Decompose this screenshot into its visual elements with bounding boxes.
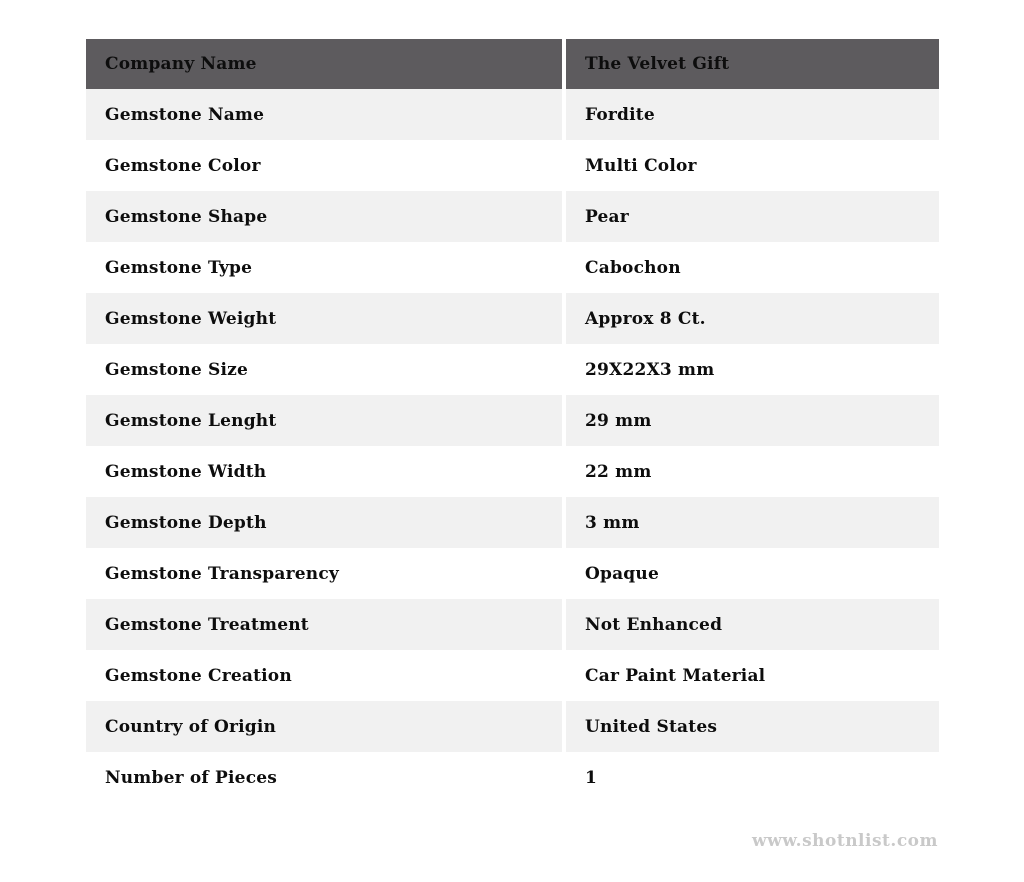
table-row (86, 701, 939, 752)
table-row (86, 497, 939, 548)
row-label: Gemstone Creation (86, 650, 562, 701)
table-row (86, 293, 939, 344)
row-value: 29X22X3 mm (566, 344, 939, 395)
row-label: Gemstone Transparency (86, 548, 562, 599)
row-value: 1 (566, 752, 939, 803)
table-row (86, 242, 939, 293)
row-label: Gemstone Name (86, 89, 562, 140)
row-value: 29 mm (566, 395, 939, 446)
row-label: Gemstone Weight (86, 293, 562, 344)
row-value: 22 mm (566, 446, 939, 497)
row-label: Gemstone Width (86, 446, 562, 497)
row-label: Number of Pieces (86, 752, 562, 803)
row-value: Not Enhanced (566, 599, 939, 650)
row-value: Car Paint Material (566, 650, 939, 701)
table-body (86, 89, 939, 803)
row-value: Fordite (566, 89, 939, 140)
row-value: 3 mm (566, 497, 939, 548)
table-row (86, 395, 939, 446)
table-row (86, 650, 939, 701)
table-row (86, 548, 939, 599)
row-value: Pear (566, 191, 939, 242)
table-row (86, 446, 939, 497)
row-value: United States (566, 701, 939, 752)
table-row (86, 89, 939, 140)
row-label: Gemstone Depth (86, 497, 562, 548)
row-value: Opaque (566, 548, 939, 599)
row-label: Gemstone Treatment (86, 599, 562, 650)
table-row (86, 140, 939, 191)
table-row (86, 752, 939, 803)
table-row (86, 344, 939, 395)
table-row (86, 191, 939, 242)
gemstone-spec-table (86, 39, 939, 803)
row-label: Country of Origin (86, 701, 562, 752)
row-value: Multi Color (566, 140, 939, 191)
row-label: Gemstone Shape (86, 191, 562, 242)
row-label: Gemstone Size (86, 344, 562, 395)
header-label-cell: Company Name (86, 39, 562, 89)
table-header-row (86, 39, 939, 89)
table-row (86, 599, 939, 650)
row-value: Cabochon (566, 242, 939, 293)
row-label: Gemstone Type (86, 242, 562, 293)
watermark-text: www.shotnlist.com (751, 831, 938, 851)
header-value-cell: The Velvet Gift (566, 39, 939, 89)
row-value: Approx 8 Ct. (566, 293, 939, 344)
row-label: Gemstone Lenght (86, 395, 562, 446)
row-label: Gemstone Color (86, 140, 562, 191)
